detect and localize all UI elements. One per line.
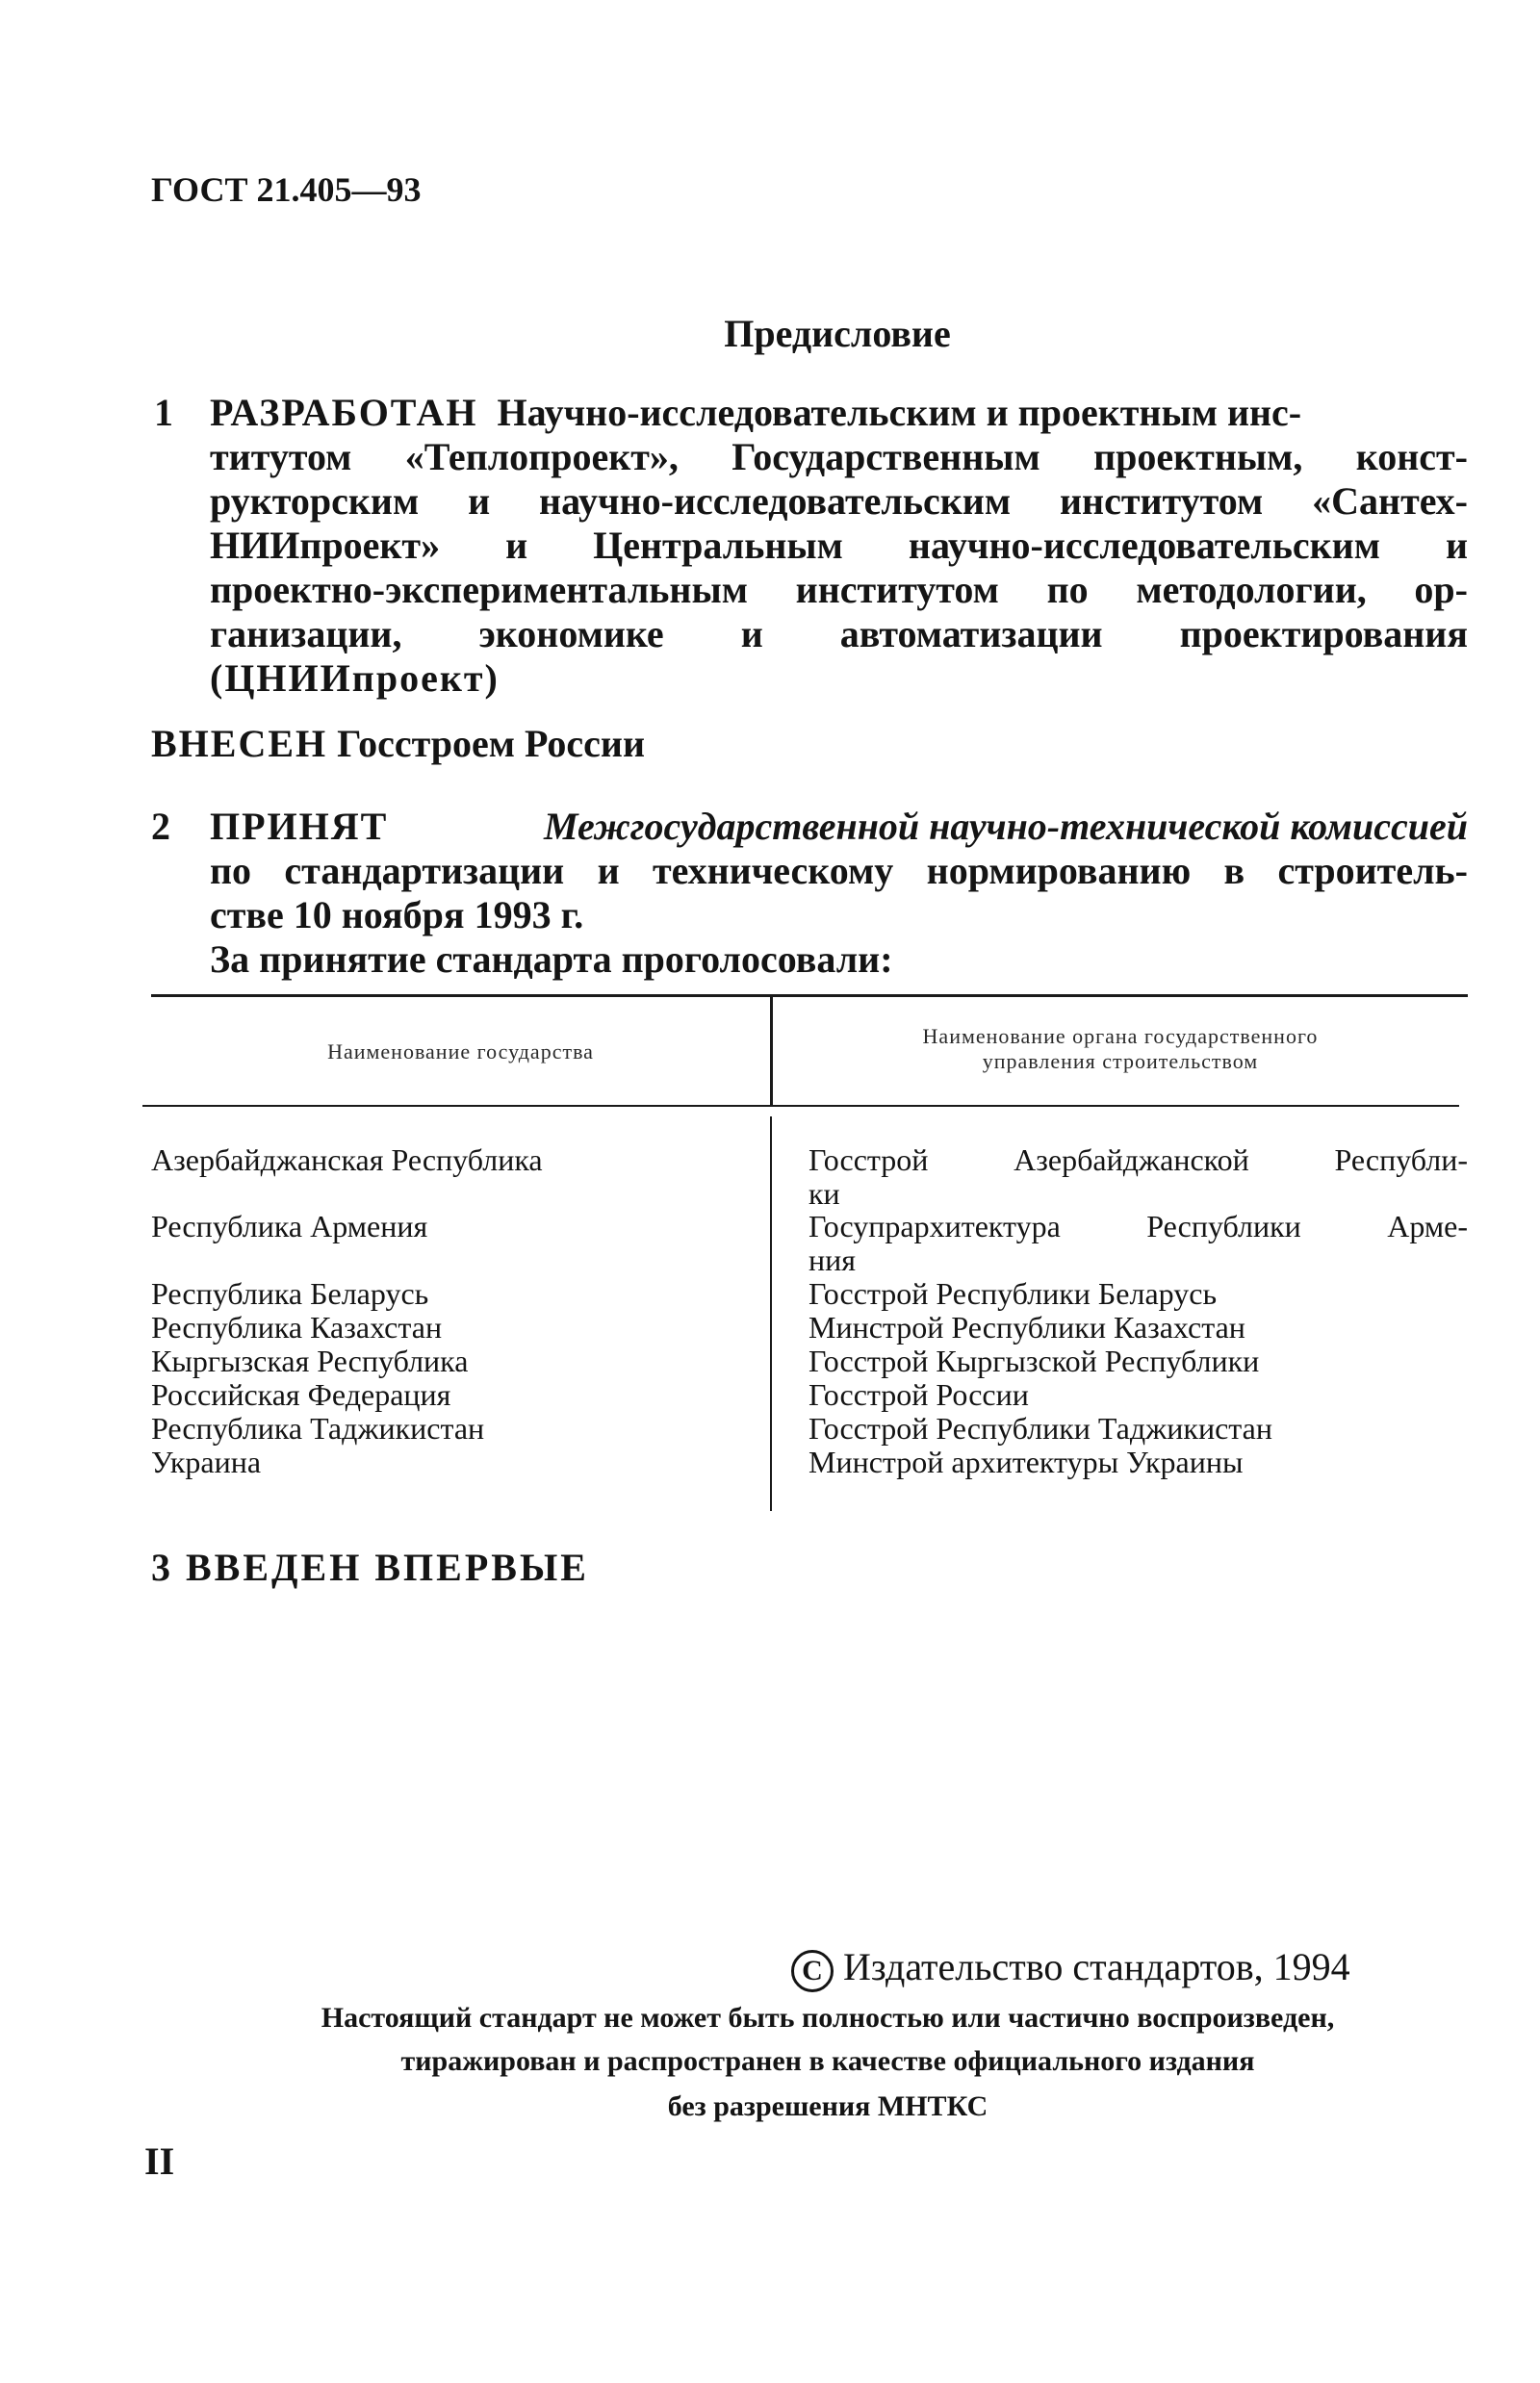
header-agency (773, 1024, 1468, 1074)
document-code: ГОСТ 21.405—93 (151, 170, 422, 209)
state-cell: Республика Беларусь (151, 1276, 429, 1311)
reproduction-notice-line: Настоящий стандарт не может быть полностью или частично воспроизведен, (321, 2002, 1335, 2034)
text-line: стве 10 ноября 1993 г. (210, 893, 584, 936)
section-developed (151, 391, 1468, 701)
table-top-rule (151, 994, 1468, 997)
text-line: ганизации, экономике и автоматизации проектирования (210, 612, 1468, 655)
agency-cell: Госстрой Кыргызской Республики (808, 1344, 1260, 1378)
agency-cell: Госстрой Республики Таджикистан (808, 1411, 1272, 1446)
state-cell: Республика Казахстан (151, 1310, 443, 1345)
text-line: НИИпроект» и Центральным научно-исследовательским и (210, 524, 1468, 567)
section-number: 2 (151, 805, 170, 848)
section-adopted (151, 805, 1468, 982)
header-agency-line1: Наименование органа государственного (922, 1024, 1319, 1048)
state-cell: Украина (151, 1445, 262, 1479)
keyword-developed: РАЗРАБОТАН (210, 391, 478, 434)
text-line: Научно-исследовательским и проектным инс- (497, 391, 1302, 434)
reproduction-notice-line: тиражирован и распространен в качестве официального издания (400, 2045, 1255, 2077)
table-body-divider (770, 1116, 772, 1511)
page-number: II (144, 2140, 175, 2183)
agency-cell-continuation: ния (808, 1243, 856, 1277)
header-state: Наименование государства (327, 1039, 594, 1063)
keyword-adopted: ПРИНЯТ (210, 805, 389, 848)
text-line: по стандартизации и техническому нормированию в строитель- (210, 849, 1468, 892)
text-line: Межгосударственной научно-технической комиссией (543, 805, 1468, 848)
copyright-line (791, 1944, 1350, 1992)
copyright-text: Издательство стандартов, 1994 (843, 1945, 1350, 1988)
text-line: титутом «Теплопроект», Государственным проектным, конст- (210, 435, 1468, 478)
state-cell: Азербайджанская Республика (151, 1142, 543, 1177)
text-line: (ЦНИИпроект) (210, 656, 500, 700)
text-line: проектно-экспериментальным институтом по методологии, ор- (210, 568, 1468, 611)
agency-cell: Госстрой Республики Беларусь (808, 1276, 1218, 1311)
votes-line: За принятие стандарта проголосовали: (210, 937, 893, 981)
state-cell: Кыргызская Республика (151, 1344, 469, 1378)
page-title: Предисловие (724, 312, 951, 355)
table-header-rule (142, 1105, 1459, 1107)
header-agency-line2: управления строительством (982, 1049, 1259, 1073)
state-cell: Российская Федерация (151, 1377, 451, 1412)
section-first-introduced: 3 ВВЕДЕН ВПЕРВЫЕ (151, 1546, 589, 1589)
introduced-by (151, 722, 645, 766)
reproduction-notice-line: без разрешения МНТКС (667, 2090, 988, 2122)
state-cell: Республика Армения (151, 1209, 428, 1243)
agency-cell: Минстрой Республики Казахстан (808, 1310, 1245, 1345)
state-cell: Республика Таджикистан (151, 1411, 485, 1446)
copyright-icon: C (791, 1950, 834, 1992)
text-line: рукторским и научно-исследовательским институтом «Сантех- (210, 479, 1468, 523)
agency-cell: Госстрой России (808, 1377, 1029, 1412)
agency-cell: Минстрой архитектуры Украины (808, 1445, 1244, 1479)
agency-cell: Госстрой Азербайджанской Республи- (808, 1142, 1468, 1177)
keyword-introduced: ВНЕСЕН (151, 722, 328, 765)
agency-cell: Госупрархитектура Республики Арме- (808, 1209, 1468, 1243)
introduced-text: Госстроем России (337, 722, 646, 765)
section-number: 1 (154, 391, 173, 434)
agency-cell-continuation: ки (808, 1176, 840, 1211)
